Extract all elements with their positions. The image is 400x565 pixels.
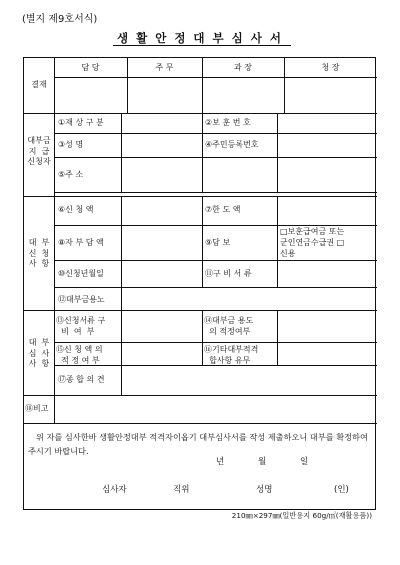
field-category-label: ①재 상 구 분 — [58, 118, 104, 127]
approval-col-chief: 주 무 — [155, 63, 174, 72]
remarks-label: ⑱비고 — [25, 404, 49, 413]
seal-mark: (인) — [334, 485, 349, 495]
field-veteran-number-label: ②보 훈 번 호 — [205, 118, 251, 127]
collateral-option-benefit: □보훈급여금 또는 — [280, 227, 345, 236]
paper-spec-footer: 210㎜×297㎜(일반용지 60g/㎡(재활용품)) — [231, 511, 372, 520]
date-day-label: 일 — [300, 457, 309, 467]
applicant-section-label: 대부금 지 급 신청자 — [27, 136, 51, 166]
field-overall-opinion-label: ⑰종 합 의 견 — [58, 375, 105, 384]
submission-statement — [28, 430, 372, 458]
field-self-pay-label: ⑧자 부 담 액 — [58, 238, 104, 247]
approval-label: 결재 — [31, 80, 47, 89]
examiner-label: 심사자 — [102, 485, 127, 495]
field-purpose-appropriate-label: ⑭대부금 용도 의 적정여부 — [204, 316, 254, 336]
field-address-label: ⑤주 소 — [58, 170, 84, 179]
loan-request-section-label: 대 부 신 청 사 항 — [28, 238, 50, 268]
position-label: 직위 — [173, 485, 190, 495]
field-amount-appropriate-label: ⑮신 청 액 의 적 정 여 부 — [56, 345, 103, 365]
approval-col-director: 청 장 — [321, 63, 340, 72]
statement-text: 위 자를 심사한바 생활안정대부 적격자이옵기 대부심사서를 작성 제출하오니 대부를 확정하여 주시기 바랍니다. — [28, 432, 368, 456]
field-application-date-label: ⑩신청년월일 — [58, 269, 104, 278]
date-year-label: 년 — [216, 457, 225, 467]
field-other-eligibility-label: ⑯기타대부적격 합사항 유무 — [204, 345, 259, 365]
review-section-label: 대 부 심 사 사 항 — [28, 338, 50, 368]
field-resident-number-label: ④주민등록번호 — [205, 140, 259, 149]
collateral-option-credit: 신용 — [280, 249, 296, 258]
field-documents-complete-label: ⑬신청서류 구 비 여 부 — [56, 316, 106, 336]
date-month-label: 월 — [258, 457, 267, 467]
field-requested-amount-label: ⑥신 청 액 — [58, 205, 94, 214]
form-number: (별지 제9호서식) — [22, 14, 98, 25]
form-title: 생 활 안 정 대 부 심 사 서 — [116, 31, 283, 45]
field-limit-amount-label: ⑦한 도 액 — [205, 205, 241, 214]
field-name-label: ③성 명 — [58, 140, 84, 149]
collateral-option-pension: 군인연금수급권 □ — [280, 238, 345, 247]
field-loan-purpose-label: ⑫대부금용노 — [58, 295, 105, 304]
signer-name-label: 성명 — [256, 485, 273, 495]
approval-col-staff: 담 당 — [81, 63, 100, 72]
field-collateral-label: ⑨담 보 — [205, 238, 231, 247]
field-documents-label: ⑪구 비 서 류 — [205, 269, 252, 278]
title-underline — [113, 45, 291, 46]
approval-col-manager: 과 장 — [234, 63, 252, 72]
